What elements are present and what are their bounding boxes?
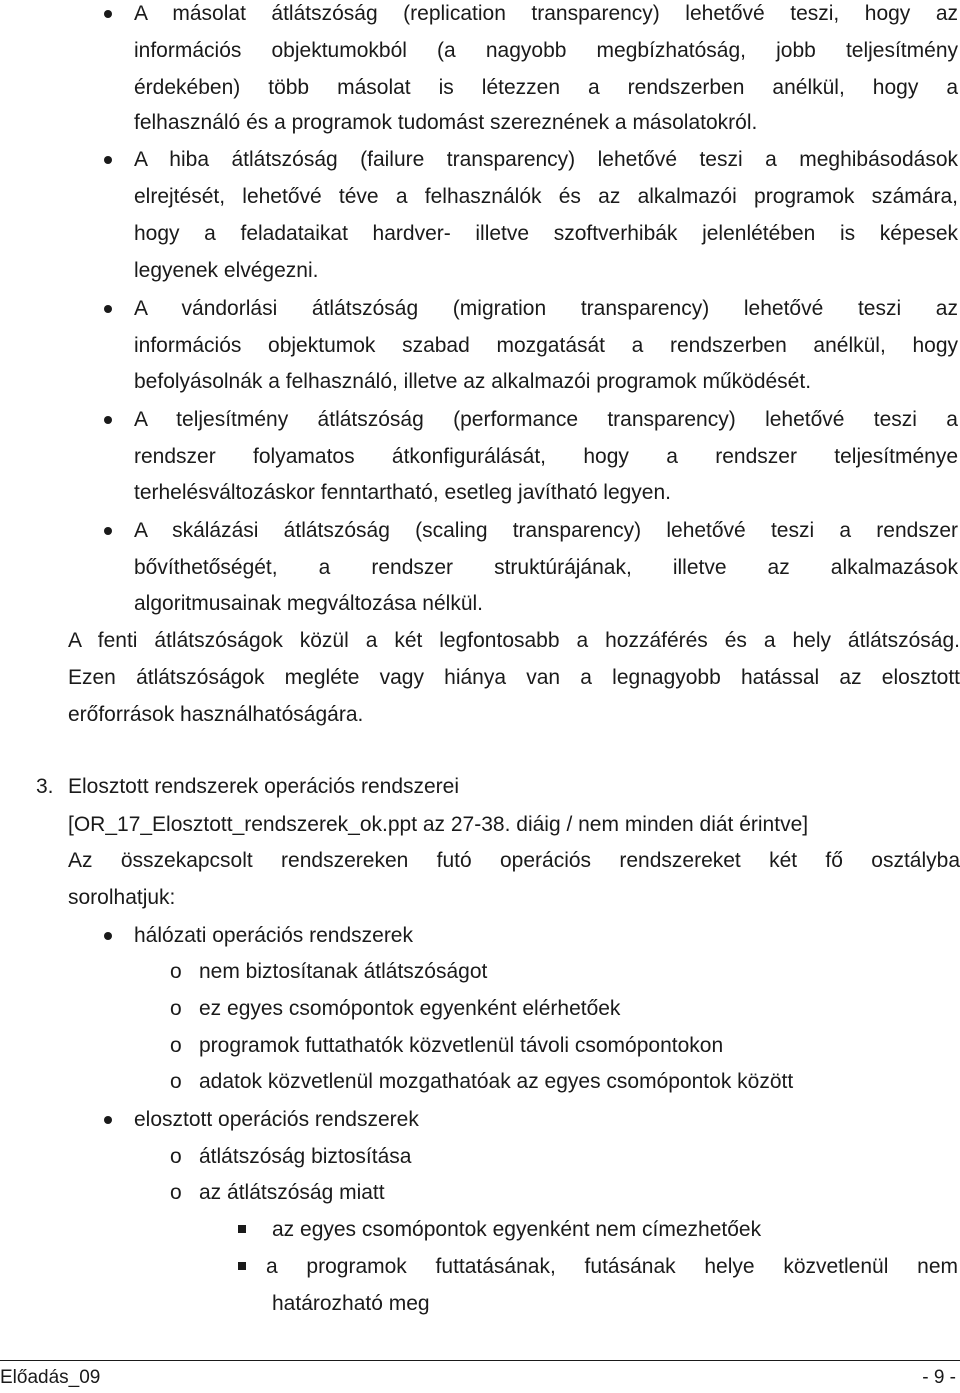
- bullet-icon: [104, 305, 112, 313]
- sub-item: az átlátszóság miatt: [199, 1181, 385, 1204]
- list-item-network-os: hálózati operációs rendszerek: [134, 924, 413, 947]
- body-line: érdekében) több másolat is létezzen a rendszerben anélkül, hogy a: [134, 76, 958, 99]
- bullet-icon: [104, 1116, 112, 1124]
- body-line: A teljesítmény átlátszóság (performance transparency) lehetővé teszi a: [134, 408, 958, 431]
- paragraph-line: Ezen átlátszóságok megléte vagy hiánya van a legnagyobb hatással az elosztott: [68, 666, 960, 689]
- paragraph-line: A fenti átlátszóságok közül a két legfontosabb a hozzáférés és a hely átlátszóság.: [68, 629, 960, 652]
- footer-lecture-label: Előadás_09: [0, 1367, 101, 1388]
- body-line: bővíthetőségét, a rendszer struktúrájának, illetve az alkalmazások: [134, 556, 958, 579]
- bullet-icon: [104, 932, 112, 940]
- body-line: A hiba átlátszóság (failure transparency) lehetővé teszi a meghibásodások: [134, 148, 958, 171]
- circle-marker-icon: o: [170, 997, 182, 1020]
- body-line: információs objektumokból (a nagyobb megbízhatóság, jobb teljesítmény: [134, 39, 958, 62]
- footer-page-number: - 9 -: [922, 1367, 956, 1388]
- section-reference: [OR_17_Elosztott_rendszerek_ok.ppt az 27-38. diáig / nem minden diát érintve]: [68, 813, 809, 836]
- body-line: A vándorlási átlátszóság (migration transparency) lehetővé teszi az: [134, 297, 958, 320]
- bullet-icon: [104, 416, 112, 424]
- sub-item: átlátszóság biztosítása: [199, 1145, 412, 1168]
- body-line: befolyásolnák a felhasználó, illetve az alkalmazói programok működését.: [134, 370, 812, 393]
- sub-sub-item: a programok futtatásának, futásának helye közvetlenül nem: [266, 1255, 958, 1278]
- paragraph-line: Az összekapcsolt rendszereken futó operációs rendszereket két fő osztályba: [68, 849, 960, 872]
- circle-marker-icon: o: [170, 1145, 182, 1168]
- sub-sub-item: az egyes csomópontok egyenként nem címezhetőek: [272, 1218, 762, 1241]
- paragraph-line: sorolhatjuk:: [68, 886, 176, 909]
- circle-marker-icon: o: [170, 1181, 182, 1204]
- sub-item: nem biztosítanak átlátszóságot: [199, 960, 488, 983]
- body-line: A skálázási átlátszóság (scaling transparency) lehetővé teszi a rendszer: [134, 519, 958, 542]
- section-number: 3.: [36, 775, 54, 798]
- sub-item: adatok közvetlenül mozgathatóak az egyes csomópontok között: [199, 1070, 794, 1093]
- section-title: Elosztott rendszerek operációs rendszerei: [68, 775, 460, 798]
- paragraph-line: erőforrások használhatóságára.: [68, 703, 364, 726]
- body-line: legyenek elvégezni.: [134, 259, 319, 282]
- bullet-icon: [104, 527, 112, 535]
- sub-item: ez egyes csomópontok egyenként elérhetőek: [199, 997, 621, 1020]
- square-bullet-icon: [238, 1262, 246, 1270]
- body-line: rendszer folyamatos átkonfigurálását, hogy a rendszer teljesítménye: [134, 445, 958, 468]
- circle-marker-icon: o: [170, 1070, 182, 1093]
- bullet-icon: [104, 10, 112, 18]
- body-line: felhasználó és a programok tudomást szereznének a másolatokról.: [134, 111, 758, 134]
- square-bullet-icon: [238, 1225, 246, 1233]
- footer-divider: [0, 1360, 960, 1361]
- body-line: A másolat átlátszóság (replication transparency) lehetővé teszi, hogy az: [134, 2, 958, 25]
- body-line: terhelésváltozáskor fenntartható, esetleg javítható legyen.: [134, 481, 671, 504]
- list-item-distributed-os: elosztott operációs rendszerek: [134, 1108, 419, 1131]
- bullet-icon: [104, 156, 112, 164]
- sub-sub-item: határozható meg: [272, 1292, 430, 1315]
- body-line: elrejtését, lehetővé téve a felhasználók és az alkalmazói programok számára,: [134, 185, 958, 208]
- circle-marker-icon: o: [170, 960, 182, 983]
- body-line: hogy a feladataikat hardver- illetve szoftverhibák jelenlétében is képesek: [134, 222, 958, 245]
- body-line: algoritmusainak megváltozása nélkül.: [134, 592, 484, 615]
- circle-marker-icon: o: [170, 1034, 182, 1057]
- body-line: információs objektumok szabad mozgatását a rendszerben anélkül, hogy: [134, 334, 958, 357]
- sub-item: programok futtathatók közvetlenül távoli csomópontokon: [199, 1034, 724, 1057]
